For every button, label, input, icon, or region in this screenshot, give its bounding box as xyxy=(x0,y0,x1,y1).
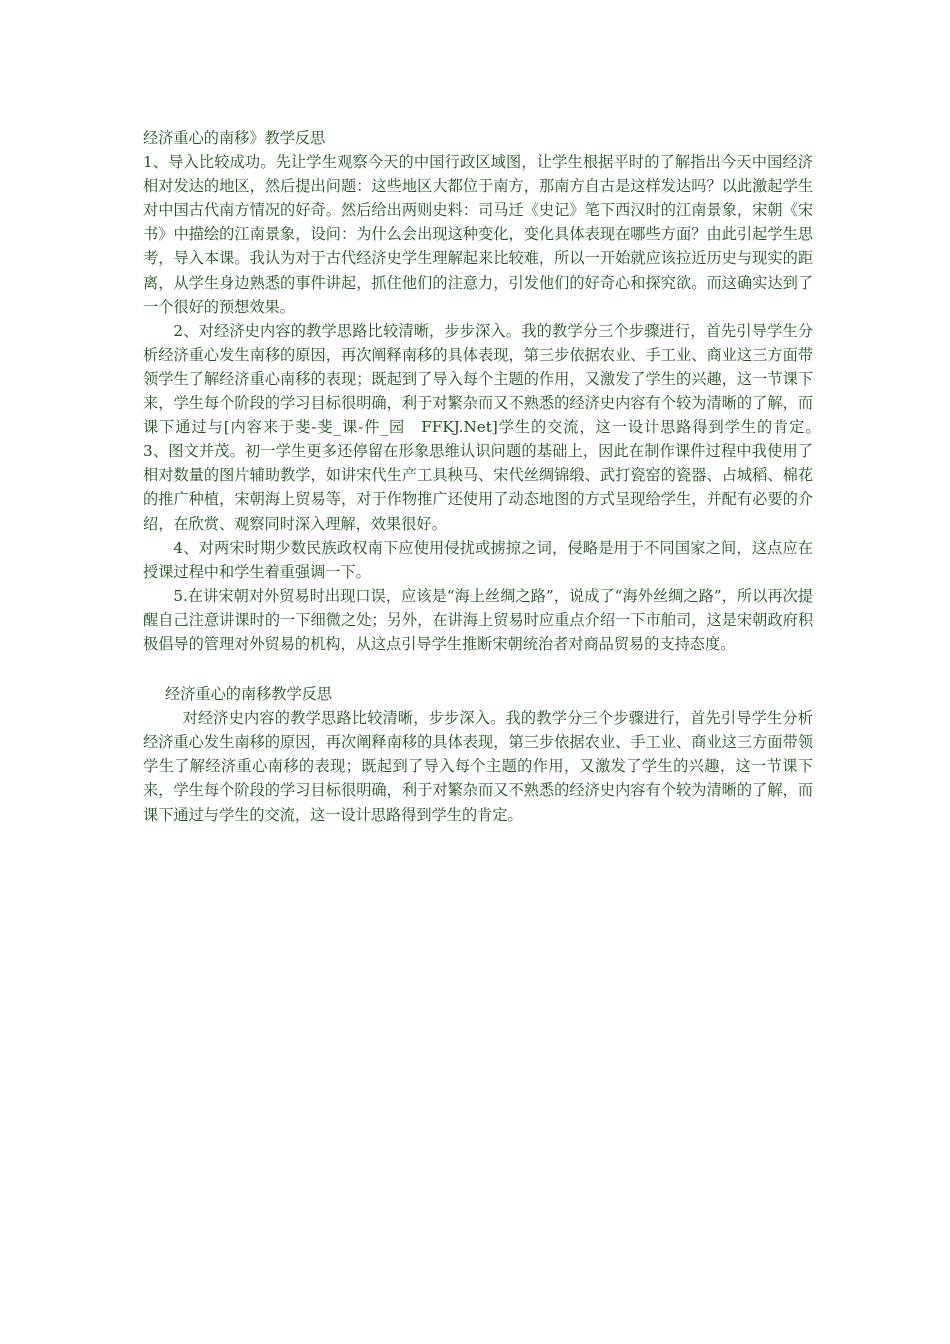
section-2-paragraph: 对经济史内容的教学思路比较清晰，步步深入。我的教学分三个步骤进行，首先引导学生分析经济重心发生南移的原因，再次阐释南移的具体表现，第三步依据农业、手工业、商业这三方面带领学生了解经济重心南移的表现；既起到了导入每个主题的作用，又激发了学生的兴趣，这一节课下来，学生每个阶段的学习目标很明确，利于对繁杂而又不熟悉的经济史内容有个较为清晰的了解，而课下通过与学生的交流，这一设计思路得到学生的肯定。 xyxy=(143,709,813,824)
paragraph-4: 4、对两宋时期少数民族政权南下应使用侵扰或掳掠之词，侵略是用于不同国家之间，这点应在授课过程中和学生着重强调一下。 xyxy=(143,538,813,581)
document-body xyxy=(143,126,889,827)
paragraph-2: 2、对经济史内容的教学思路比较清晰，步步深入。我的教学分三个步骤进行，首先引导学生分析经济重心发生南移的原因，再次阐释南移的具体表现，第三步依据农业、手工业、商业这三方面带领学生了解经济重心南移的表现；既起到了导入每个主题的作用，又激发了学生的兴趣，这一节课下来，学生每个阶段的学习目标很明确，利于对繁杂而又不熟悉的经济史内容有个较为清晰的了解，而课下通过与[内容来于斐-斐_课-件_园 FFKJ.Net]学生的交流，这一设计思路得到学生的肯定。 3、图文并茂。初一学生更多还停留在形象思维认识问题的基础上，因此在制作课件过程中我使用了相对数量的图片辅助教学，如讲宋代生产工具秧马、宋代丝绸锦缎、武打瓷窑的瓷器、占城稻、棉花的推广种植，宋朝海上贸易等，对于作物推广还使用了动态地图的方式呈现给学生，并配有必要的介绍，在欣赏、观察同时深入理解，效果很好。 xyxy=(143,321,889,533)
paragraph-1: 1、导入比较成功。先让学生观察今天的中国行政区域图，让学生根据平时的了解指出今天中国经济相对发达的地区，然后提出问题：这些地区大都位于南方，那南方自古是这样发达吗？以此激起学生对中国古代南方情况的好奇。然后给出两则史料：司马迁《史记》笔下西汉时的江南景象，宋朝《宋书》中描绘的江南景象，设问：为什么会出现这种变化，变化具体表现在哪些方面？由此引起学生思考，导入本课。我认为对于古代经济史学生理解起来比较难，所以一开始就应该拉近历史与现实的距离，从学生身边熟悉的事件讲起，抓住他们的注意力，引发他们的好奇心和探究欲。而这确实达到了一个很好的预想效果。 xyxy=(143,153,813,316)
section-1-title: 经济重心的南移》教学反思 xyxy=(143,129,326,147)
section-spacer xyxy=(143,656,813,682)
section-2-title: 经济重心的南移教学反思 xyxy=(165,685,333,704)
paragraph-5: 5.在讲宋朝对外贸易时出现口误，应该是“海上丝绸之路”，说成了“海外丝绸之路”，所以再次提醒自己注意讲课时的一下细微之处；另外，在讲海上贸易时应重点介绍一下市舶司，这是宋朝政府积极倡导的管理对外贸易的机构，从这点引导学生推断宋朝统治者对商品贸易的支持态度。 xyxy=(143,586,813,653)
